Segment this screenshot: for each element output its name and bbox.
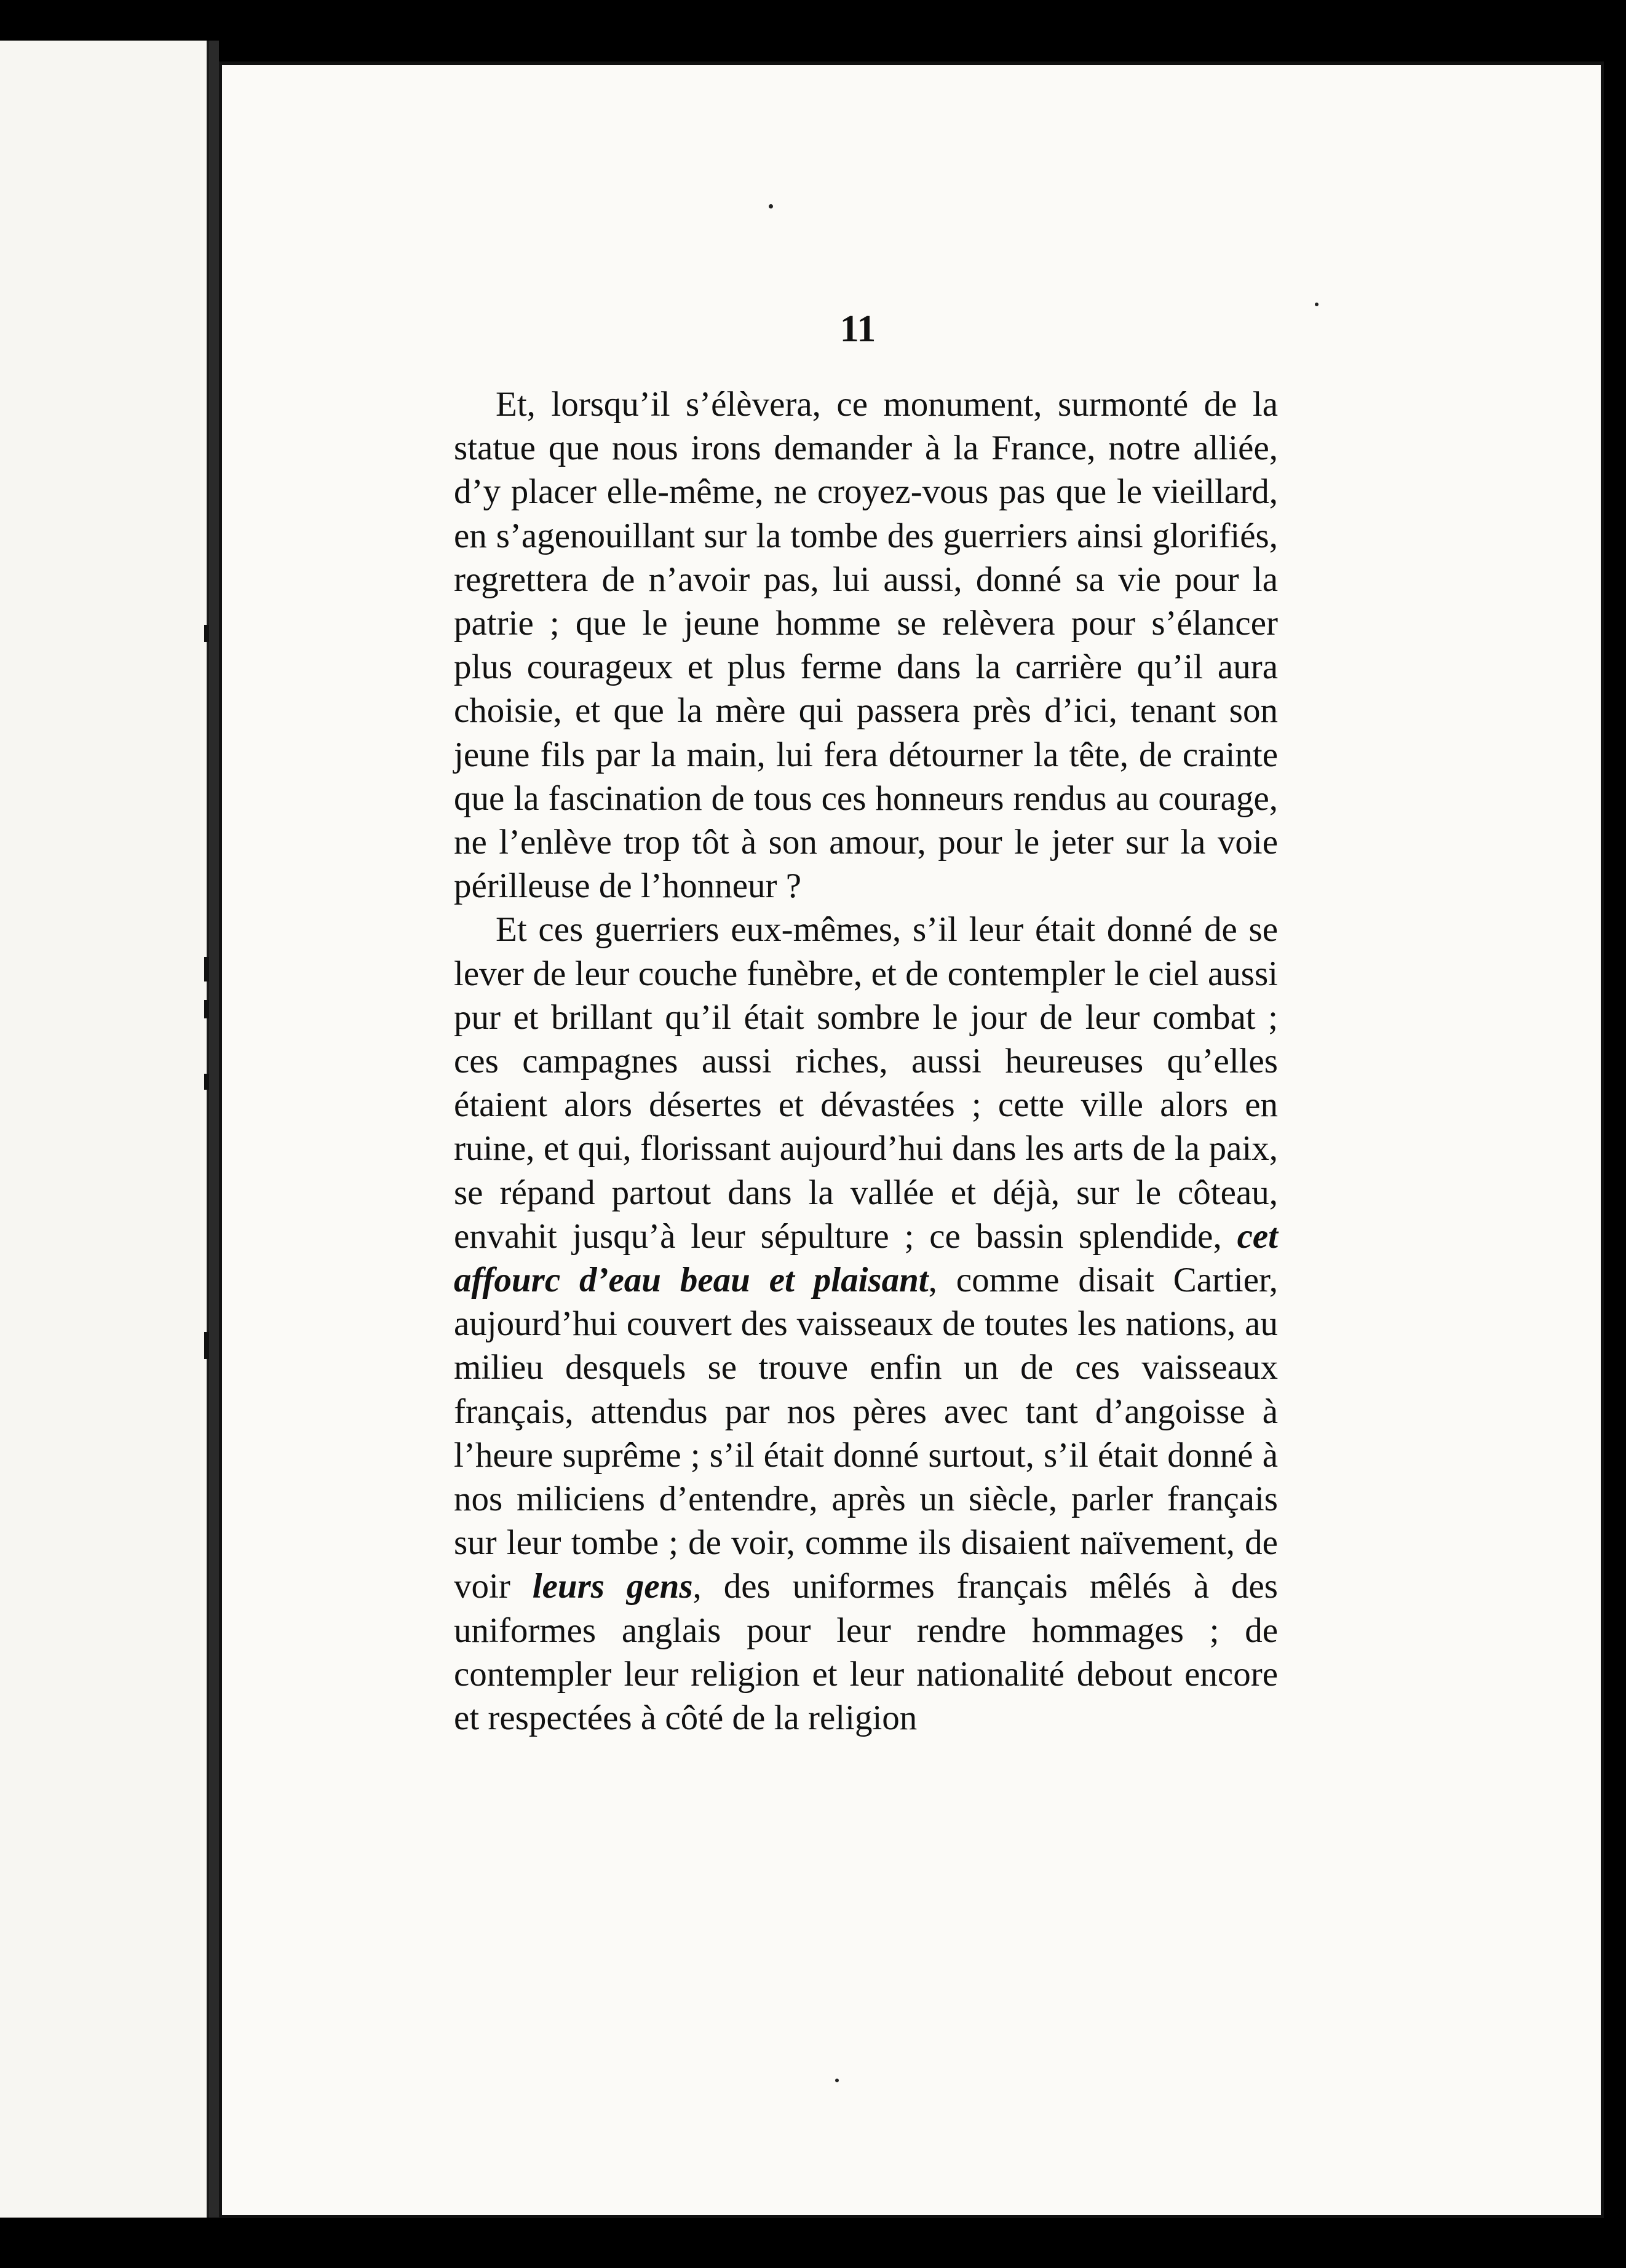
text-run: Et, lorsqu’il s’élèvera, ce monument, surmonté de la statue que nous irons demander à la France, notre alliée, d’y placer elle-même, ne croyez-vous pas que le vieillard, en s’agenouillant sur la tombe des guerriers ainsi glorifiés, regrettera de n’avoir pas, lui aussi, donné sa vie pour la patrie ; que le jeune homme se relèvera pour s’élancer plus courageux et plus ferme dans la carrière qu’il aura choisie, et que la mère qui passera près d’ici, tenant son jeune fils par la main, lui fera détourner la tête, de crainte que la fascination de tous ces honneurs rendus au courage, ne l’enlève trop tôt à son amour, pour le jeter sur la voie périlleuse de l’honneur ? (454, 385, 1278, 906)
body-text (454, 383, 1278, 1740)
text-run: , des uniformes français mêlés à des uniformes anglais pour leur rendre hommages ; de contempler leur religion et leur nationalité debout encore et respectées à côté de la religion (454, 1567, 1278, 1738)
italic-text: cet affourc d’eau beau et plaisant (454, 1216, 1278, 1300)
text-run: , comme disait Cartier, aujourd’hui couvert des vaisseaux de toutes les nations, au milieu desquels se trouve enfin un de ces vaisseaux français, attendus par nos pères avec tant d’angoisse à l’heure suprême ; s’il était donné surtout, s’il était donné à nos miliciens d’entendre, après un siècle, parler français sur leur tombe ; de voir, comme ils disaient naïvement, de voir (454, 1261, 1279, 1606)
italic-text: leurs gens (532, 1567, 693, 1606)
paragraph (454, 908, 1278, 1740)
edge-mark (204, 625, 209, 642)
page-number: 11 (839, 308, 876, 350)
page-speck (1315, 303, 1319, 306)
page-speck (769, 204, 773, 208)
edge-mark (204, 1000, 209, 1018)
book-gutter (209, 41, 219, 2218)
edge-mark (204, 957, 209, 981)
left-page-edge (0, 41, 209, 2218)
edge-mark (204, 1074, 209, 1090)
page-speck (835, 2079, 839, 2082)
text-run: Et ces guerriers eux-mêmes, s’il leur était donné de se lever de leur couche funèbre, et de contempler le ciel aussi pur et brillant qu’il était sombre le jour de leur combat ; ces campagnes aussi riches, aussi heureuses qu’elles étaient alors désertes et dévastées ; cette ville alors en ruine, et qui, florissant aujourd’hui dans les arts de la paix, se répand partout dans la vallée et déjà, sur le côteau, envahit jusqu’à leur sépulture ; ce bassin splendide, (454, 910, 1278, 1256)
paragraph (454, 383, 1278, 908)
edge-mark (204, 1332, 209, 1359)
